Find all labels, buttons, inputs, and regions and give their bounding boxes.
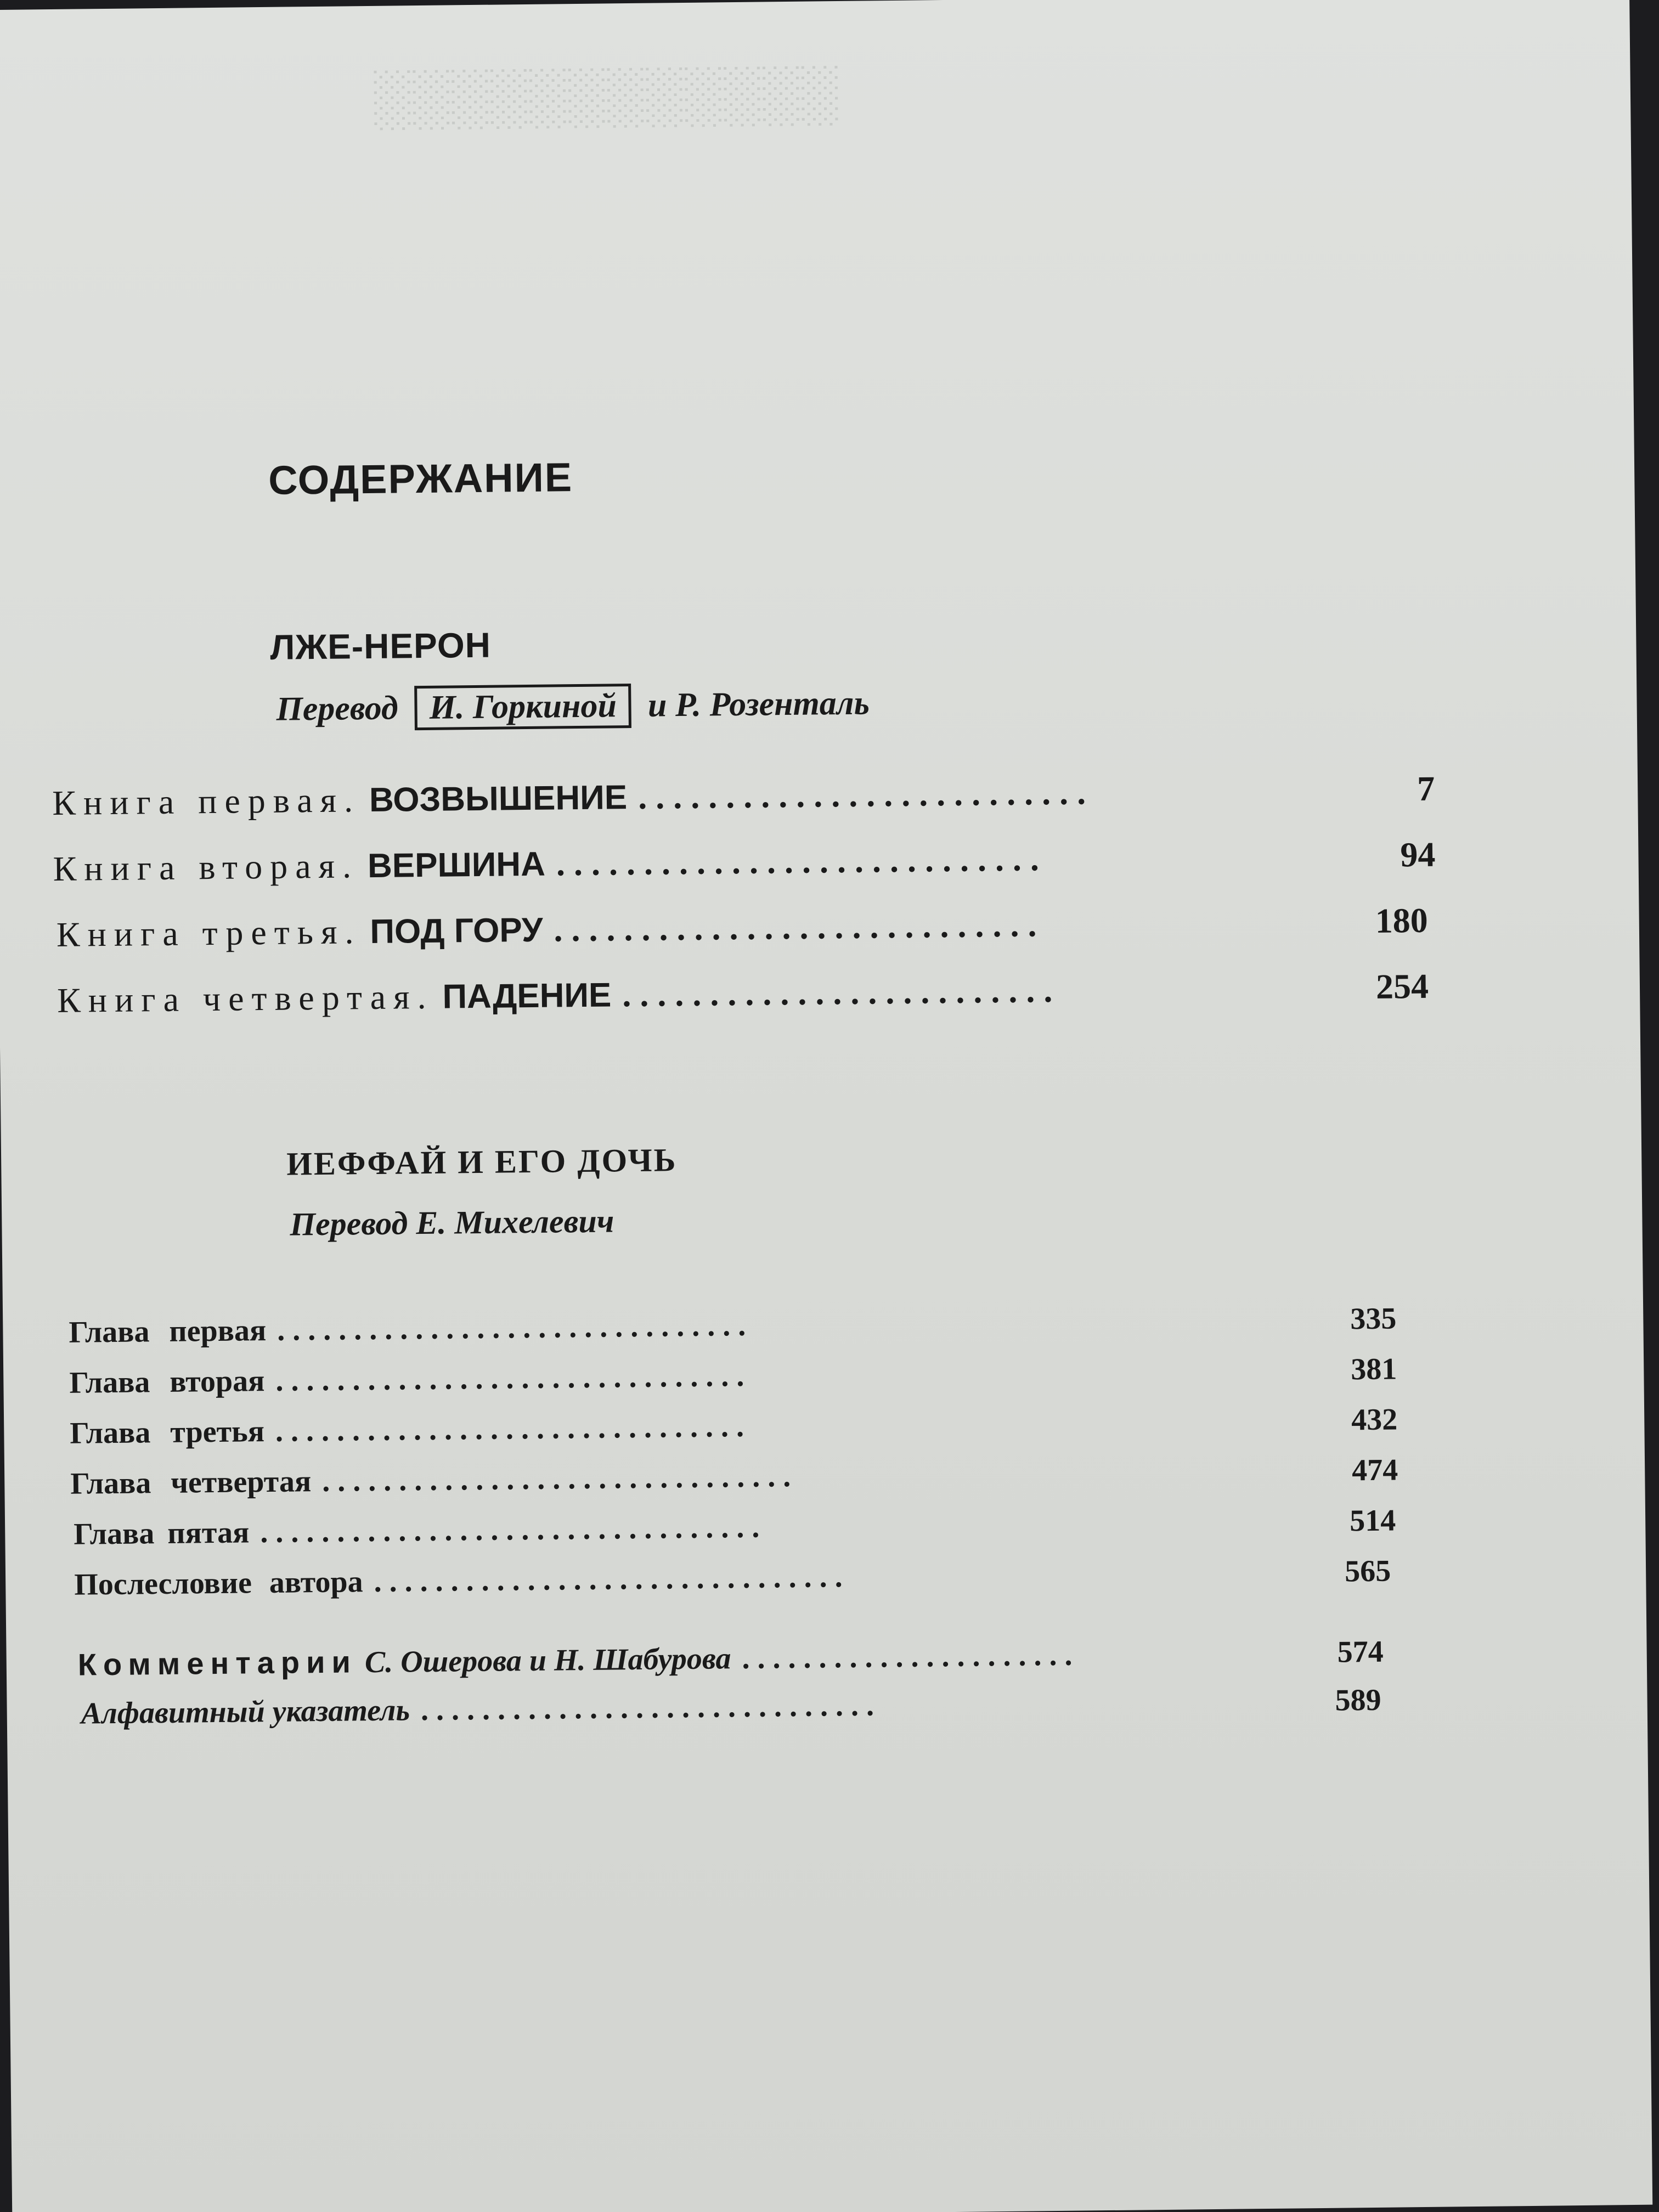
toc-entry-page: 254 <box>1375 966 1429 1006</box>
toc-entry-page: 574 <box>1337 1634 1384 1669</box>
toc-entry-index <box>81 1683 1381 1731</box>
toc-entry-label: Послесловие автора <box>74 1565 363 1602</box>
dot-leader: . . . . . . . . . . . . . . . . . . . . . . . . . . . . . . . . . <box>259 1510 760 1550</box>
toc-entry-label: Книга вторая. ВЕРШИНА <box>53 845 546 889</box>
toc-entry-book4 <box>57 966 1429 1021</box>
dot-leader: . . . . . . . . . . . . . . . . . . . . . . . . . . . . <box>556 839 1040 883</box>
dot-leader: . . . . . . . . . . . . . . . . . . . . . . . . . . . . . . . <box>374 1560 843 1599</box>
dot-leader: . . . . . . . . . . . . . . . . . . . . . . . . . . . . <box>554 905 1037 949</box>
toc-entry-label: Глава четвертая <box>70 1464 312 1501</box>
toc-entry-page: 335 <box>1350 1301 1397 1336</box>
work1-translation <box>276 681 870 731</box>
toc-entry-label: Комментарии С. Ошерова и Н. Шабурова <box>77 1641 731 1682</box>
toc-entry-page: 432 <box>1351 1402 1398 1437</box>
toc-entry-chapter2 <box>69 1351 1397 1400</box>
dot-leader: . . . . . . . . . . . . . . . . . . . . . . <box>742 1638 1073 1676</box>
toc-entry-label: Алфавитный указатель <box>81 1693 410 1731</box>
toc-entry-label: Книга первая. ВОЗВЫШЕНИЕ <box>52 778 628 823</box>
toc-entry-chapter5 <box>74 1503 1396 1552</box>
dot-leader: . . . . . . . . . . . . . . . . . . . . . . . . . . . . . . . <box>275 1358 744 1398</box>
toc-entry-page: 589 <box>1335 1683 1381 1718</box>
toc-entry-label: Книга четвертая. ПАДЕНИЕ <box>57 976 612 1020</box>
toc-entry-label: Книга третья. ПОД ГОРУ <box>56 911 543 955</box>
dot-leader: . . . . . . . . . . . . . . . . . . . . . . . . . . . . . . . <box>275 1409 744 1448</box>
toc-entry-page: 180 <box>1375 900 1429 940</box>
work2-translation: Перевод Е. Михелевич <box>290 1203 614 1243</box>
toc-entry-chapter3 <box>70 1402 1398 1451</box>
work1-translation-prefix: Перевод <box>276 689 399 728</box>
toc-entry-page: 94 <box>1400 834 1436 874</box>
toc-entry-label: Глава пятая <box>73 1515 250 1551</box>
dot-leader: . . . . . . . . . . . . . . . . . . . . . . . . . <box>622 970 1053 1014</box>
toc-entry-book1 <box>52 769 1435 823</box>
dot-leader: . . . . . . . . . . . . . . . . . . . . . . . . . . . . . . . <box>276 1308 746 1347</box>
work1-title: ЛЖЕ-НЕРОН <box>270 625 492 667</box>
toc-entry-book2 <box>53 834 1436 889</box>
toc-entry-label: Глава первая <box>69 1313 267 1350</box>
dot-leader: . . . . . . . . . . . . . . . . . . . . . . . . . . . . . . <box>420 1688 874 1728</box>
contents-title: СОДЕРЖАНИЕ <box>268 454 573 503</box>
toc-entry-label: Глава третья <box>70 1414 265 1451</box>
toc-entry-page: 514 <box>1349 1503 1396 1538</box>
dot-leader: . . . . . . . . . . . . . . . . . . . . . . . . . . . . . . . <box>321 1459 791 1498</box>
toc-entry-page: 565 <box>1344 1554 1391 1589</box>
dot-leader: . . . . . . . . . . . . . . . . . . . . . . . . . . <box>637 772 1086 816</box>
toc-entry-book3 <box>56 900 1428 955</box>
toc-entry-page: 7 <box>1417 769 1435 809</box>
toc-entry-page: 474 <box>1351 1453 1398 1488</box>
work1-translator-boxed: И. Горкиной <box>414 684 631 730</box>
toc-entry-chapter4 <box>70 1452 1398 1501</box>
toc-entry-page: 381 <box>1350 1352 1397 1387</box>
toc-entry-afterword <box>74 1554 1391 1602</box>
show-through-text: ░░░░░░░░░░░░ <box>374 62 841 128</box>
work2-title: ИЕФФАЙ И ЕГО ДОЧЬ <box>286 1142 678 1182</box>
work1-translator-rest: и Р. Розенталь <box>647 684 870 724</box>
toc-entry-label: Глава вторая <box>69 1364 265 1400</box>
toc-entry-chapter1 <box>69 1301 1397 1350</box>
toc-entry-commentary <box>77 1633 1384 1683</box>
